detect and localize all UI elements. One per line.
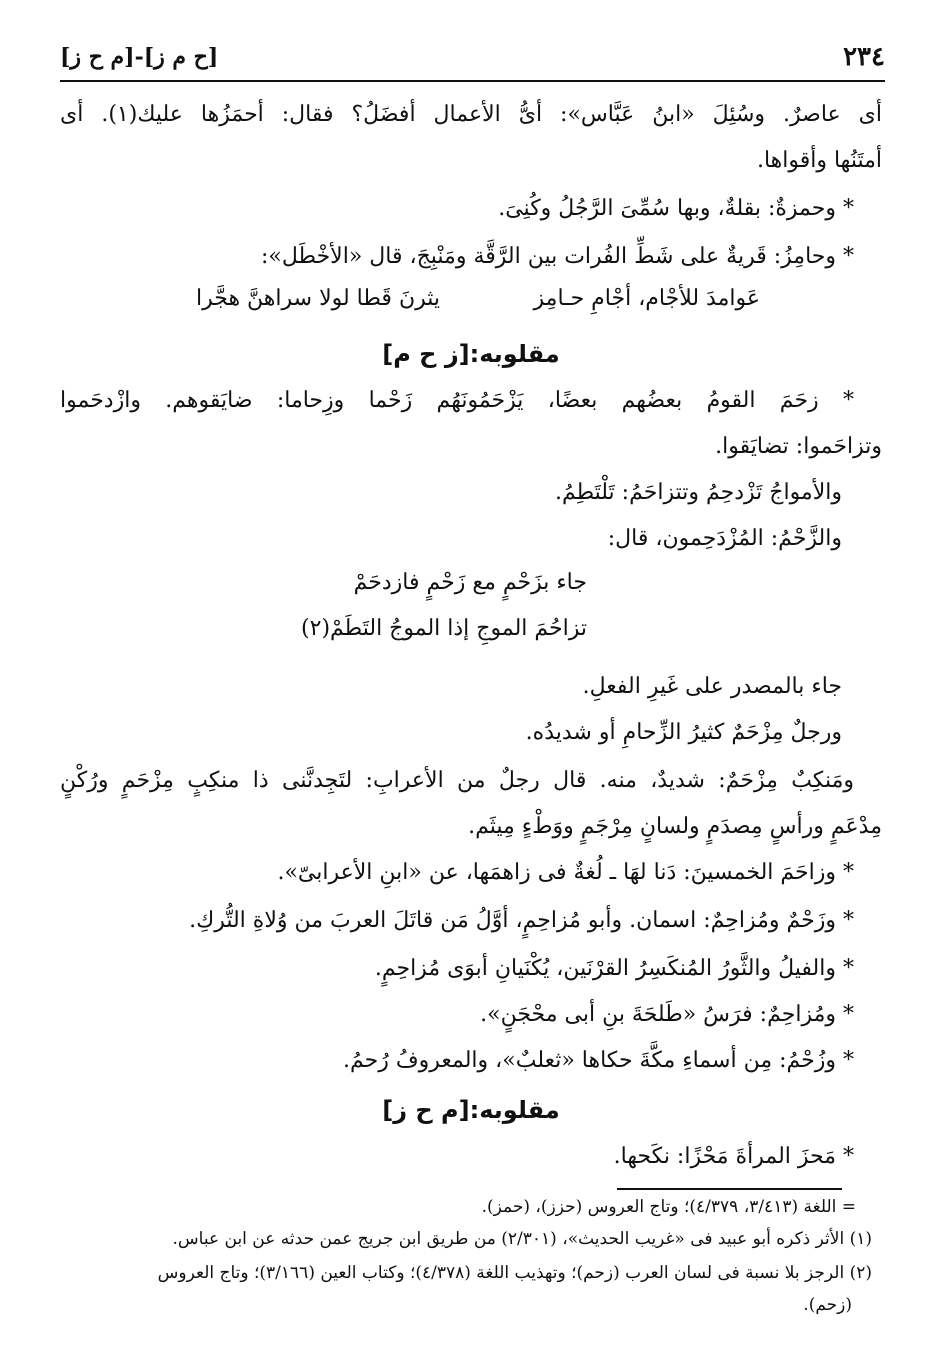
body-line: * وزاحَمَ الخمسينَ: دَنا لهَا ـ لُغةٌ فى زاهمَها، عن «ابنِ الأعرابىّ». [277,860,854,885]
body-line: أمتَنُها وأقواها. [756,148,882,173]
body-line: ومَنكِبٌ مِزْحَمٌ: شديدٌ، منه. قال رجلٌ من الأعرابِ: لتَجِدنَّنى ذا منكِبٍ مِزْحَمٍ ورُكْنٍ [60,768,854,793]
verse-line: جاء بزَحْمٍ مع زَحْمٍ فازدحَمْ [353,570,587,595]
body-line: جاء بالمصدر على غَيرِ الفعلِ. [582,674,842,699]
body-line: * وزُحْمُ: مِن أسماءِ مكَّةَ حكاها «ثعلبٌ»، والمعروفُ رُحمُ. [342,1048,854,1073]
body-line: * ومُزاحِمٌ: فرَسُ «طَلحَةَ بنِ أبى محْجَنٍ». [480,1002,854,1027]
body-line: أى عاصرٌ. وسُئِلَ «ابنُ عَبَّاس»: أىُّ الأعمال أفضَلُ؟ فقال: أحمَزُها عليك(١). أى [60,102,882,127]
body-line: * والفيلُ والثَّورُ المُنكَسِرُ القرْنَين، يُكْنَيانِ أبوَى مُزاحِمٍ. [374,956,854,981]
body-line: مِدْعَمٍ ورأسٍ مِصدَمٍ ولسانٍ مِرْجَمٍ ووَطْءٍ مِيثَم. [468,814,882,839]
body-line: وتزاحَموا: تضايَقوا. [715,434,882,459]
header-rule [60,80,885,82]
page-header [60,40,885,76]
verse-hemistich: يثرنَ قَطا لولا سراهنَّ هجَّرا [196,286,440,311]
body-line: والأمواجُ تَزْدحِمُ وتتزاحَمُ: تَلْتَطِمُ. [554,480,842,505]
body-line: * وزَحْمٌ ومُزاحِمٌ: اسمان. وأبو مُزاحِمٍ، أوَّلُ مَن قاتَلَ العربَ من وُلاةِ التُّركِ. [189,908,854,933]
verse-hemistich: عَوامدَ للأجْام، أجْامِ حـامِز [533,286,760,311]
body-line: * زحَمَ القومُ بعضُهم بعضًا، يَزْحَمُونَهُم زَحْما وزِحاما: ضايَقوهم. وازْدحَموا [60,388,854,413]
page-number: ٢٣٤ [843,42,885,72]
running-title: [ح م ز]-[م ح ز] [60,44,219,70]
body-line: والزَّحْمُ: المُزْدَحِمون، قال: [607,526,842,551]
section-heading: مقلوبه:[م ح ز] [382,1096,560,1124]
body-line: ورجلٌ مِزْحَمٌ كثيرُ الزِّحامِ أو شديدُه. [525,720,842,745]
footnote-rule [617,1188,842,1190]
footnote: (زحم). [803,1295,852,1315]
section-heading: مقلوبه:[ز ح م] [382,340,560,368]
body-line: * وحمزةٌ: بقلةٌ، وبها سُمِّىَ الرَّجُلُ وكُنِىَ. [498,196,854,221]
body-line: * وحامِزُ: قَريةٌ على شَطِّ الفُرات بين الرَّقَّة ومَنْبِجَ، قال «الأخْطَل»: [260,244,854,269]
footnote: (٢) الرجز بلا نسبة فى لسان العرب (زحم)؛ وتهذيب اللغة (٤/٣٧٨)؛ وكتاب العين (٣/١٦٦)؛ وتاج العروس [157,1263,872,1283]
footnote: = اللغة (٣/٤١٣، ٤/٣٧٩)؛ وتاج العروس (حزز)، (حمز). [481,1197,856,1217]
body-line: * مَحزَ المرأةَ مَحْزًا: نكَحها. [613,1144,854,1169]
verse-line: تزاحُمَ الموجِ إذا الموجُ التَطَمْ(٢) [301,616,587,641]
footnote: (١) الأثر ذكره أبو عبيد فى «غريب الحديث»، (٢/٣٠١) من طريق ابن جريج عمن حدثه عن ابن عباس. [172,1229,872,1249]
